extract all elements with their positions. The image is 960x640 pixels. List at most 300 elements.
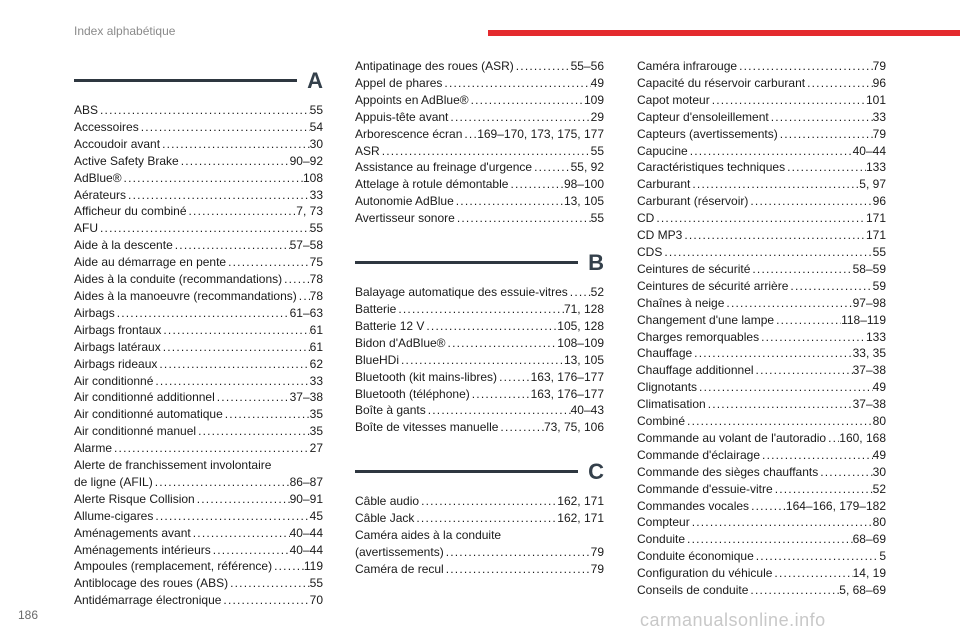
index-entry	[355, 210, 604, 227]
entry-pages: 73, 75, 106	[543, 420, 604, 435]
entry-row	[74, 339, 323, 356]
watermark: carmanualsonline.info	[640, 610, 826, 630]
entry-pages: 162, 171	[557, 494, 604, 509]
entry-pages: 96	[872, 75, 886, 90]
dot-leader	[769, 109, 873, 126]
entry-row	[637, 210, 886, 227]
entry-row	[637, 464, 886, 481]
entry-pages: 108–109	[557, 335, 604, 350]
entry-pages: 70	[309, 593, 323, 608]
section-letter-header	[355, 240, 604, 284]
index-entry	[637, 261, 886, 278]
entry-pages: 55–56	[570, 59, 604, 73]
entry-row	[74, 271, 323, 288]
entry-term: Aide à la descente	[74, 238, 173, 253]
entry-term: Antiblocage des roues (ABS)	[74, 576, 229, 591]
index-entry	[637, 210, 886, 227]
entry-term-line: Alerte de franchissement involontaire	[74, 458, 272, 473]
entry-term: Arborescence écran	[355, 126, 463, 141]
entry-term: Aide au démarrage en pente	[74, 255, 227, 270]
index-entry	[355, 143, 604, 160]
entry-row	[74, 423, 323, 440]
entry-row	[355, 126, 604, 143]
dot-leader	[759, 329, 866, 346]
entry-term: Assistance au freinage d'urgence	[355, 160, 533, 175]
entry-row	[355, 493, 604, 510]
entry-row	[355, 369, 604, 386]
index-entry	[637, 514, 886, 531]
entry-row	[355, 143, 604, 160]
index-column-2	[355, 58, 604, 578]
index-entry	[637, 582, 886, 599]
dot-leader	[446, 335, 558, 352]
entry-row	[74, 254, 323, 271]
index-entry	[355, 75, 604, 92]
section-divider-rule	[74, 79, 297, 82]
dot-leader	[455, 210, 591, 227]
entry-pages: 80	[872, 515, 886, 530]
entry-term: ASR	[355, 143, 380, 158]
entry-row	[355, 109, 604, 126]
entry-term: (avertissements)	[355, 544, 444, 559]
entry-term: Airbags latéraux	[74, 339, 161, 354]
entry-term: Chauffage	[637, 346, 693, 361]
entry-row	[637, 498, 886, 515]
entry-pages: 171	[865, 211, 886, 226]
dot-leader	[514, 58, 571, 75]
index-entry	[74, 187, 323, 204]
index-entry	[637, 312, 886, 329]
entry-term: Caméra de recul	[355, 561, 444, 576]
entry-row	[637, 362, 886, 379]
entry-pages: 13, 105	[563, 194, 604, 209]
entry-row	[637, 176, 886, 193]
dot-leader	[221, 592, 309, 609]
entry-pages: 37–38	[289, 390, 323, 405]
entry-row	[355, 352, 604, 369]
entry-term: Airbags rideaux	[74, 356, 158, 371]
index-entry	[355, 109, 604, 126]
entry-row	[74, 575, 323, 592]
entry-term: Carburant (réservoir)	[637, 194, 749, 209]
section-letter: C	[588, 459, 604, 485]
entry-pages: 55	[309, 576, 323, 591]
entry-term: Balayage automatique des essuie-vitres	[355, 285, 568, 300]
entry-term: Caractéristiques techniques	[637, 160, 786, 175]
entry-term: Ampoules (remplacement, référence)	[74, 559, 273, 574]
entry-term: Commande d'essuie-vitre	[637, 481, 773, 496]
index-entry	[637, 362, 886, 379]
entry-pages: 169–170, 173, 175, 177	[477, 126, 604, 141]
dot-leader	[462, 126, 477, 143]
entry-term: Batterie	[355, 301, 397, 316]
index-entry	[74, 440, 323, 457]
entry-pages: 71, 128	[563, 301, 604, 316]
dot-leader	[685, 413, 873, 430]
entry-term: Clignotants	[637, 380, 698, 395]
entry-row	[637, 430, 886, 447]
entry-row	[637, 295, 886, 312]
entry-term: ABS	[74, 103, 99, 117]
page-header-title: Index alphabétique	[74, 24, 176, 38]
entry-pages: 30	[309, 136, 323, 151]
dot-leader	[444, 544, 591, 561]
entry-term: Aérateurs	[74, 187, 127, 202]
entry-row	[74, 220, 323, 237]
entry-row	[637, 514, 886, 531]
entry-term: Air conditionné	[74, 373, 154, 388]
index-entry	[637, 345, 886, 362]
entry-pages: 133	[865, 160, 886, 175]
entry-pages: 79	[590, 561, 604, 576]
dot-leader	[442, 75, 590, 92]
index-entry	[637, 126, 886, 143]
entry-row	[355, 92, 604, 109]
index-entry	[74, 542, 323, 559]
dot-leader	[112, 440, 310, 457]
entry-pages: 80	[872, 414, 886, 429]
entry-row	[74, 542, 323, 559]
dot-leader	[424, 318, 557, 335]
index-entry	[637, 193, 886, 210]
entry-row	[74, 525, 323, 542]
entry-pages: 119	[303, 559, 323, 574]
entry-pages: 33	[872, 109, 886, 124]
dot-leader	[818, 464, 872, 481]
entry-pages: 13, 105	[563, 352, 604, 367]
entry-pages: 55	[309, 103, 323, 117]
entry-term: Câble audio	[355, 494, 420, 509]
entry-term: Capacité du réservoir carburant	[637, 75, 806, 90]
entry-term: Câble Jack	[355, 511, 415, 526]
index-entry	[637, 464, 886, 481]
entry-term: Capot moteur	[637, 92, 710, 107]
index-entry	[637, 227, 886, 244]
entry-term: Bidon d'AdBlue®	[355, 335, 446, 350]
section-letter-header	[355, 449, 604, 493]
dot-leader	[737, 58, 873, 75]
dot-leader	[724, 295, 852, 312]
index-entry	[74, 220, 323, 237]
entry-pages: 109	[583, 92, 604, 107]
dot-leader	[419, 493, 557, 510]
entry-term: Autonomie AdBlue	[355, 194, 454, 209]
index-entry	[355, 159, 604, 176]
entry-pages: 27	[309, 441, 323, 456]
dot-leader	[754, 362, 853, 379]
index-entry	[355, 352, 604, 369]
index-entry	[637, 295, 886, 312]
index-column-3	[637, 58, 886, 599]
dot-leader	[187, 203, 297, 220]
entry-row	[637, 447, 886, 464]
dot-leader	[508, 176, 564, 193]
entry-pages: 49	[872, 380, 886, 395]
entry-pages: 55	[872, 244, 886, 259]
index-entry	[637, 159, 886, 176]
index-entry	[637, 548, 886, 565]
entry-pages: 45	[309, 508, 323, 523]
entry-row	[637, 345, 886, 362]
index-entry	[74, 136, 323, 153]
entry-row	[355, 510, 604, 527]
entry-term: Antidémarrage électronique	[74, 593, 222, 608]
index-entry	[637, 396, 886, 413]
entry-term: Appoints en AdBlue®	[355, 92, 469, 107]
entry-term: Boîte de vitesses manuelle	[355, 420, 499, 435]
entry-row	[74, 474, 323, 491]
index-entry	[74, 254, 323, 271]
entry-term: Aides à la manoeuvre (recommandations)	[74, 288, 297, 303]
index-entry	[74, 119, 323, 136]
index-entry	[637, 413, 886, 430]
entry-row	[637, 261, 886, 278]
entry-pages: 33	[309, 373, 323, 388]
entry-term: AdBlue®	[74, 170, 122, 185]
index-entry	[355, 386, 604, 403]
index-entry	[355, 527, 604, 561]
entry-term: CDS	[637, 244, 663, 259]
dot-leader	[115, 305, 290, 322]
entry-pages: 90–91	[289, 491, 323, 506]
dot-leader	[805, 75, 873, 92]
entry-row	[74, 508, 323, 525]
entry-pages: 163, 176–177	[530, 369, 604, 384]
entry-term: Appuis-tête avant	[355, 109, 449, 124]
entry-row	[355, 318, 604, 335]
entry-pages: 55, 92	[570, 160, 604, 175]
entry-pages: 90–92	[289, 153, 323, 168]
entry-pages: 40–44	[289, 525, 323, 540]
entry-term: Air conditionné automatique	[74, 407, 223, 422]
entry-term: Configuration du véhicule	[637, 566, 773, 581]
dot-leader	[179, 153, 290, 170]
dot-leader	[697, 379, 873, 396]
dot-leader	[685, 531, 853, 548]
entry-term: Batterie 12 V	[355, 318, 425, 333]
entry-term: Air conditionné manuel	[74, 424, 197, 439]
entry-row	[637, 582, 886, 599]
index-entry	[355, 58, 604, 75]
entry-term: Avertisseur sonore	[355, 211, 455, 226]
index-entry	[637, 379, 886, 396]
entry-pages: 40–43	[570, 403, 604, 418]
entry-term: Allume-cigares	[74, 508, 154, 523]
entry-term: Ceintures de sécurité arrière	[637, 278, 789, 293]
entry-row	[355, 402, 604, 419]
entry-row	[637, 193, 886, 210]
entry-row	[637, 548, 886, 565]
entry-row	[637, 126, 886, 143]
index-entry	[637, 75, 886, 92]
dot-leader	[126, 187, 310, 204]
entry-pages: 160, 168	[839, 430, 886, 445]
index-entry	[74, 203, 323, 220]
entry-row	[74, 119, 323, 136]
entry-pages: 40–44	[852, 143, 886, 158]
entry-pages: 79	[872, 126, 886, 141]
entry-row	[637, 159, 886, 176]
dot-leader	[710, 92, 866, 109]
entry-term: Active Safety Brake	[74, 153, 179, 168]
dot-leader	[760, 447, 873, 464]
dot-leader	[706, 396, 853, 413]
dot-leader	[282, 271, 310, 288]
section-letter-header	[74, 58, 323, 102]
entry-term: Commande au volant de l'autoradio	[637, 430, 827, 445]
entry-row	[355, 193, 604, 210]
index-entry	[637, 329, 886, 346]
entry-term: AFU	[74, 221, 98, 236]
entry-row	[355, 386, 604, 403]
entry-term: Ceintures de sécurité	[637, 261, 751, 276]
entry-row	[74, 203, 323, 220]
entry-term: Bluetooth (téléphone)	[355, 386, 470, 401]
index-entry	[74, 592, 323, 609]
entry-term: Capucine	[637, 143, 688, 158]
entry-pages: 79	[872, 59, 886, 73]
entry-row	[355, 210, 604, 227]
dot-leader	[161, 339, 310, 356]
entry-row	[355, 58, 604, 75]
entry-term: Alerte Risque Collision	[74, 491, 195, 506]
dot-leader	[396, 301, 564, 318]
entry-row	[74, 153, 323, 170]
entry-pages: 55	[590, 211, 604, 226]
entry-term: Caméra infrarouge	[637, 59, 738, 73]
dot-leader	[772, 565, 852, 582]
dot-leader	[297, 288, 310, 305]
entry-pages: 7, 73	[296, 204, 323, 219]
index-entry	[74, 508, 323, 525]
entry-pages: 49	[590, 75, 604, 90]
index-entry	[637, 430, 886, 447]
dot-leader	[498, 419, 544, 436]
entry-pages: 78	[309, 272, 323, 287]
entry-row	[74, 389, 323, 406]
index-entry	[74, 491, 323, 508]
index-entry	[74, 356, 323, 373]
index-entry	[74, 339, 323, 356]
entry-row	[74, 322, 323, 339]
entry-row	[355, 301, 604, 318]
index-entry	[637, 531, 886, 548]
entry-row	[637, 109, 886, 126]
entry-row	[637, 278, 886, 295]
entry-pages: 133	[865, 329, 886, 344]
index-entry	[74, 423, 323, 440]
entry-row	[637, 413, 886, 430]
dot-leader	[228, 575, 310, 592]
dot-leader	[196, 423, 310, 440]
entry-term: Commande des sièges chauffants	[637, 464, 819, 479]
index-entry	[74, 406, 323, 423]
entry-term: Afficheur du combiné	[74, 204, 187, 219]
entry-row	[74, 288, 323, 305]
entry-row	[637, 396, 886, 413]
index-entry	[355, 402, 604, 419]
entry-row	[74, 187, 323, 204]
index-entry	[355, 284, 604, 301]
dot-leader	[654, 210, 866, 227]
index-entry	[637, 278, 886, 295]
entry-row	[355, 419, 604, 436]
index-entry	[355, 510, 604, 527]
entry-row	[74, 440, 323, 457]
dot-leader	[497, 369, 531, 386]
dot-leader	[98, 102, 310, 119]
entry-term: Changement d'une lampe	[637, 312, 775, 327]
entry-row	[74, 356, 323, 373]
entry-term: Climatisation	[637, 397, 706, 412]
index-entry	[74, 389, 323, 406]
entry-pages: 33	[309, 187, 323, 202]
entry-row	[355, 561, 604, 578]
index-entry	[74, 288, 323, 305]
entry-row	[637, 481, 886, 498]
dot-leader	[754, 548, 880, 565]
entry-term: Accoudoir avant	[74, 136, 161, 151]
dot-leader	[414, 510, 557, 527]
entry-pages: 78	[309, 288, 323, 303]
entry-term: Aides à la conduite (recommandations)	[74, 272, 283, 287]
entry-pages: 52	[590, 285, 604, 300]
entry-term: Chaînes à neige	[637, 295, 725, 310]
entry-pages: 171	[865, 228, 886, 243]
index-entry	[637, 143, 886, 160]
entry-row	[637, 75, 886, 92]
entry-pages: 37–38	[852, 363, 886, 378]
entry-term: Aménagements avant	[74, 525, 191, 540]
entry-row	[74, 136, 323, 153]
dot-leader	[748, 193, 872, 210]
entry-row	[74, 491, 323, 508]
entry-term: Airbags frontaux	[74, 322, 162, 337]
entry-pages: 35	[309, 407, 323, 422]
entry-pages: 40–44	[289, 542, 323, 557]
entry-term: Bluetooth (kit mains-libres)	[355, 369, 498, 384]
index-entry	[637, 92, 886, 109]
entry-term: Conduite	[637, 532, 686, 547]
dot-leader	[688, 143, 853, 160]
entry-pages: 30	[872, 464, 886, 479]
entry-row	[74, 558, 323, 575]
index-entry	[355, 493, 604, 510]
index-entry	[637, 481, 886, 498]
entry-pages: 61	[309, 322, 323, 337]
entry-pages: 57–58	[289, 238, 323, 253]
dot-leader	[532, 159, 571, 176]
entry-term: Boîte à gants	[355, 403, 426, 418]
entry-term: CD MP3	[637, 228, 683, 243]
entry-row	[74, 237, 323, 254]
dot-leader	[426, 402, 571, 419]
dot-leader	[153, 508, 309, 525]
entry-row	[355, 335, 604, 352]
entry-row	[355, 75, 604, 92]
entry-row	[355, 159, 604, 176]
index-entry	[74, 170, 323, 187]
dot-leader	[380, 143, 591, 160]
dot-leader	[195, 491, 290, 508]
entry-term: Airbags	[74, 305, 115, 320]
entry-row	[637, 312, 886, 329]
entry-pages: 54	[309, 119, 323, 134]
entry-pages: 55	[309, 221, 323, 236]
entry-pages: 5	[879, 549, 886, 564]
entry-row	[74, 170, 323, 187]
index-column-1	[74, 58, 323, 609]
